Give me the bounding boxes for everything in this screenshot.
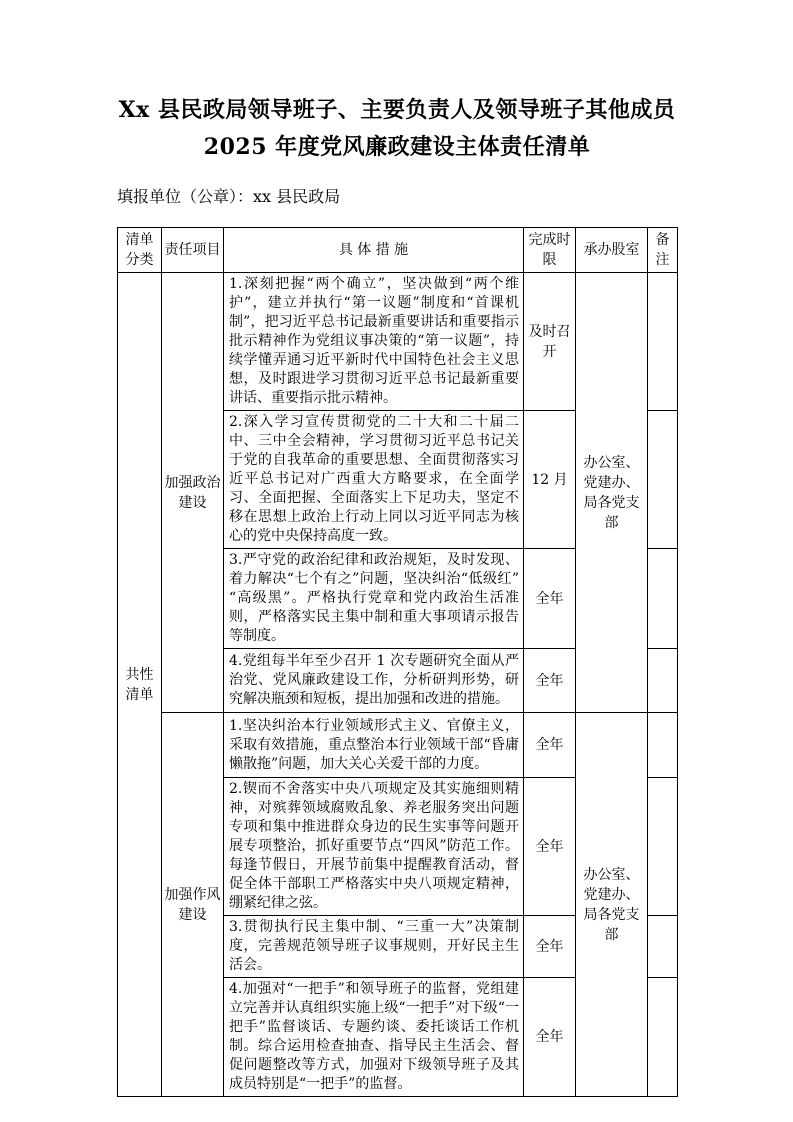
header-remarks: 备注	[648, 228, 678, 273]
measure-cell: 3.严守党的政治纪律和政治规矩，及时发现、着力解决“七个有之”问题，坚决纠治“低级红”“高级黑”。严格执行党章和党内政治生活准则，严格落实民主集中制和重大事项请示报告等制度。	[224, 549, 524, 649]
remarks-cell	[648, 649, 678, 713]
header-measures: 具 体 措 施	[224, 228, 524, 273]
remarks-cell	[648, 713, 678, 778]
deadline-cell: 全年	[524, 713, 576, 778]
header-category: 清单分类	[118, 228, 162, 273]
table-row	[118, 273, 678, 411]
deadline-cell: 全年	[524, 978, 576, 1097]
measure-cell: 1.坚决纠治本行业领域形式主义、官僚主义，采取有效措施，重点整治本行业领域干部“昏庸懒散拖”问题，加大关心关爱干部的力度。	[224, 713, 524, 778]
category-cell: 共性清单	[118, 273, 162, 1097]
table-header-row	[118, 228, 678, 273]
deadline-cell: 及时召开	[524, 273, 576, 411]
measure-cell: 4.党组每半年至少召开 1 次专题研究全面从严治党、党风廉政建设工作，分析研判形势，研究解决瓶颈和短板，提出加强和改进的措施。	[224, 649, 524, 713]
project-cell-workstyle: 加强作风建设	[162, 713, 224, 1097]
office-cell: 办公室、党建办、局各党支部	[576, 273, 648, 713]
deadline-cell: 全年	[524, 916, 576, 978]
page-title: Xx 县民政局领导班子、主要负责人及领导班子其他成员 2025 年度党风廉政建设主体责任清单	[118, 97, 676, 160]
reporting-unit-line: 填报单位（公章）：xx 县民政局	[117, 187, 341, 206]
remarks-cell	[648, 916, 678, 978]
measure-cell: 2.锲而不舍落实中央八项规定及其实施细则精神，对殡葬领域腐败乱象、养老服务突出问题专项和集中推进群众身边的民生实事等问题开展专项整治，抓好重要节点“四风”防范工作。每逢节假日，开展节前集中提醒教育活动，督促全体干部职工严格落实中央八项规定精神，绷紧纪律之弦。	[224, 778, 524, 916]
deadline-cell: 全年	[524, 549, 576, 649]
remarks-cell	[648, 978, 678, 1097]
deadline-cell: 全年	[524, 778, 576, 916]
remarks-cell	[648, 778, 678, 916]
remarks-cell	[648, 411, 678, 549]
measure-cell: 2.深入学习宣传贯彻党的二十大和二十届二中、三中全会精神，学习贯彻习近平总书记关于党的自我革命的重要思想、全面贯彻落实习近平总书记对广西重大方略要求，在全面学习、全面把握、全面落实上下足功夫，坚定不移在思想上政治上行动上同以习近平同志为核心的党中央保持高度一致。	[224, 411, 524, 549]
header-project: 责任项目	[162, 228, 224, 273]
header-office: 承办股室	[576, 228, 648, 273]
remarks-cell	[648, 549, 678, 649]
remarks-cell	[648, 273, 678, 411]
office-cell: 办公室、党建办、局各党支部	[576, 713, 648, 1097]
deadline-cell: 12 月	[524, 411, 576, 549]
measure-cell: 1.深刻把握“两个确立”，坚决做到“两个维护”，建立并执行“第一议题”制度和“首课机制”，把习近平总书记最新重要讲话和重要指示批示精神作为党组议事决策的“第一议题”，持续学懂弄通习近平新时代中国特色社会主义思想，及时跟进学习贯彻习近平总书记最新重要讲话、重要指示批示精神。	[224, 273, 524, 411]
measure-cell: 4.加强对“一把手”和领导班子的监督，党组建立完善并认真组织实施上级“一把手”对下级“一把手”监督谈话、专题约谈、委托谈话工作机制。综合运用检查抽查、指导民主生活会、督促问题整改等方式，加强对下级领导班子及其成员特别是“一把手”的监督。	[224, 978, 524, 1097]
project-cell-political: 加强政治建设	[162, 273, 224, 713]
responsibility-table	[117, 227, 678, 1097]
header-deadline: 完成时限	[524, 228, 576, 273]
deadline-cell: 全年	[524, 649, 576, 713]
table-row	[118, 713, 678, 778]
measure-cell: 3.贯彻执行民主集中制、“三重一大”决策制度，完善规范领导班子议事规则，开好民主生活会。	[224, 916, 524, 978]
